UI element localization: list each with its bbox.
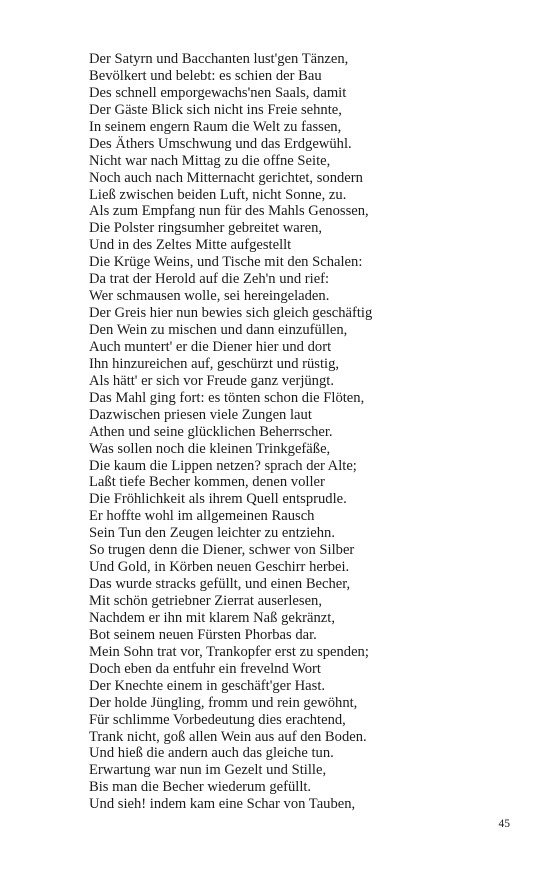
verse-line: Mit schön getriebner Zierrat auserlesen, (89, 593, 323, 609)
verse-line: Der Satyrn und Bacchanten lust'gen Tänzen, (89, 51, 349, 67)
verse-line: Und hieß die andern auch das gleiche tun. (89, 745, 334, 762)
verse-line: Auch muntert' er die Diener hier und dort (89, 338, 332, 355)
verse-line: Bot seinem neuen Fürsten Phorbas dar. (89, 626, 317, 643)
verse-line: Der Knechte einem in geschäft'ger Hast. (89, 677, 326, 694)
verse-line: Und sieh! indem kam eine Schar von Tauben, (89, 796, 356, 813)
verse-line: Die Krüge Weins, und Tische mit den Schalen: (89, 254, 363, 271)
verse-line: Das Mahl ging fort: es tönten schon die Flöten, (89, 389, 365, 406)
verse-line: Laßt tiefe Becher kommen, denen voller (89, 474, 325, 491)
verse-line: Ließ zwischen beiden Luft, nicht Sonne, zu. (89, 186, 347, 203)
verse-line: Die kaum die Lippen netzen? sprach der Alte; (89, 457, 357, 474)
verse-line: Nachdem er ihn mit klarem Naß gekränzt, (89, 609, 335, 626)
verse-line: Als hätt' er sich vor Freude ganz verjüngt. (89, 372, 334, 389)
verse-line: Bis man die Becher wiederum gefüllt. (89, 779, 312, 796)
verse-line: Das wurde stracks gefüllt, und einen Becher, (89, 576, 351, 593)
verse-line: Für schlimme Vorbedeutung dies erachtend, (89, 711, 346, 728)
verse-line: Er hoffte wohl im allgemeinen Rausch (89, 508, 315, 525)
verse-line: In seinem engern Raum die Welt zu fassen, (89, 118, 342, 135)
verse-line: Die Fröhlichkeit als ihrem Quell entsprudle. (89, 491, 347, 508)
verse-line: Des schnell emporgewachs'nen Saals, damit (89, 84, 347, 101)
verse-line: Da trat der Herold auf die Zeh'n und rief: (89, 271, 330, 288)
verse-line: Trank nicht, goß allen Wein aus auf den Boden. (89, 728, 367, 745)
verse-line: Des Äthers Umschwung und das Erdgewühl. (89, 135, 352, 152)
verse-line: Bevölkert und belebt: es schien der Bau (89, 67, 322, 84)
verse-line: Doch eben da entfuhr ein frevelnd Wort (89, 660, 321, 677)
verse-line: Der Gäste Blick sich nicht ins Freie sehnte, (89, 101, 342, 118)
verse-line: Den Wein zu mischen und dann einzufüllen, (89, 322, 348, 338)
verse-line: Nicht war nach Mittag zu die offne Seite, (89, 152, 331, 169)
verse-line: Ihn hinzureichen auf, geschürzt und rüstig, (89, 355, 340, 372)
verse-line: Wer schmausen wolle, sei hereingeladen. (89, 288, 330, 305)
verse-block (89, 51, 509, 813)
verse-line: Sein Tun den Zeugen leichter zu entziehn. (89, 525, 336, 542)
verse-line: Der Greis hier nun bewies sich gleich geschäftig (89, 305, 373, 322)
verse-line: Dazwischen priesen viele Zungen laut (89, 406, 312, 423)
verse-line: Und Gold, in Körben neuen Geschirr herbei. (89, 559, 350, 576)
verse-line: Und in des Zeltes Mitte aufgestellt (89, 237, 292, 254)
verse-line: So trugen denn die Diener, schwer von Silber (89, 542, 355, 559)
verse-line: Erwartung war nun im Gezelt und Stille, (89, 762, 327, 779)
verse-line: Noch auch nach Mitternacht gerichtet, sondern (89, 169, 363, 186)
verse-line: Die Polster ringsumher gebreitet waren, (89, 220, 323, 237)
verse-line: Athen und seine glücklichen Beherrscher. (89, 423, 333, 440)
verse-line: Mein Sohn trat vor, Trankopfer erst zu spenden; (89, 643, 369, 660)
verse-line: Der holde Jüngling, fromm und rein gewöhnt, (89, 694, 358, 711)
verse-line: Was sollen noch die kleinen Trinkgefäße, (89, 440, 331, 457)
verse-line: Als zum Empfang nun für des Mahls Genossen, (89, 203, 369, 220)
page-number: 45 (498, 818, 510, 830)
